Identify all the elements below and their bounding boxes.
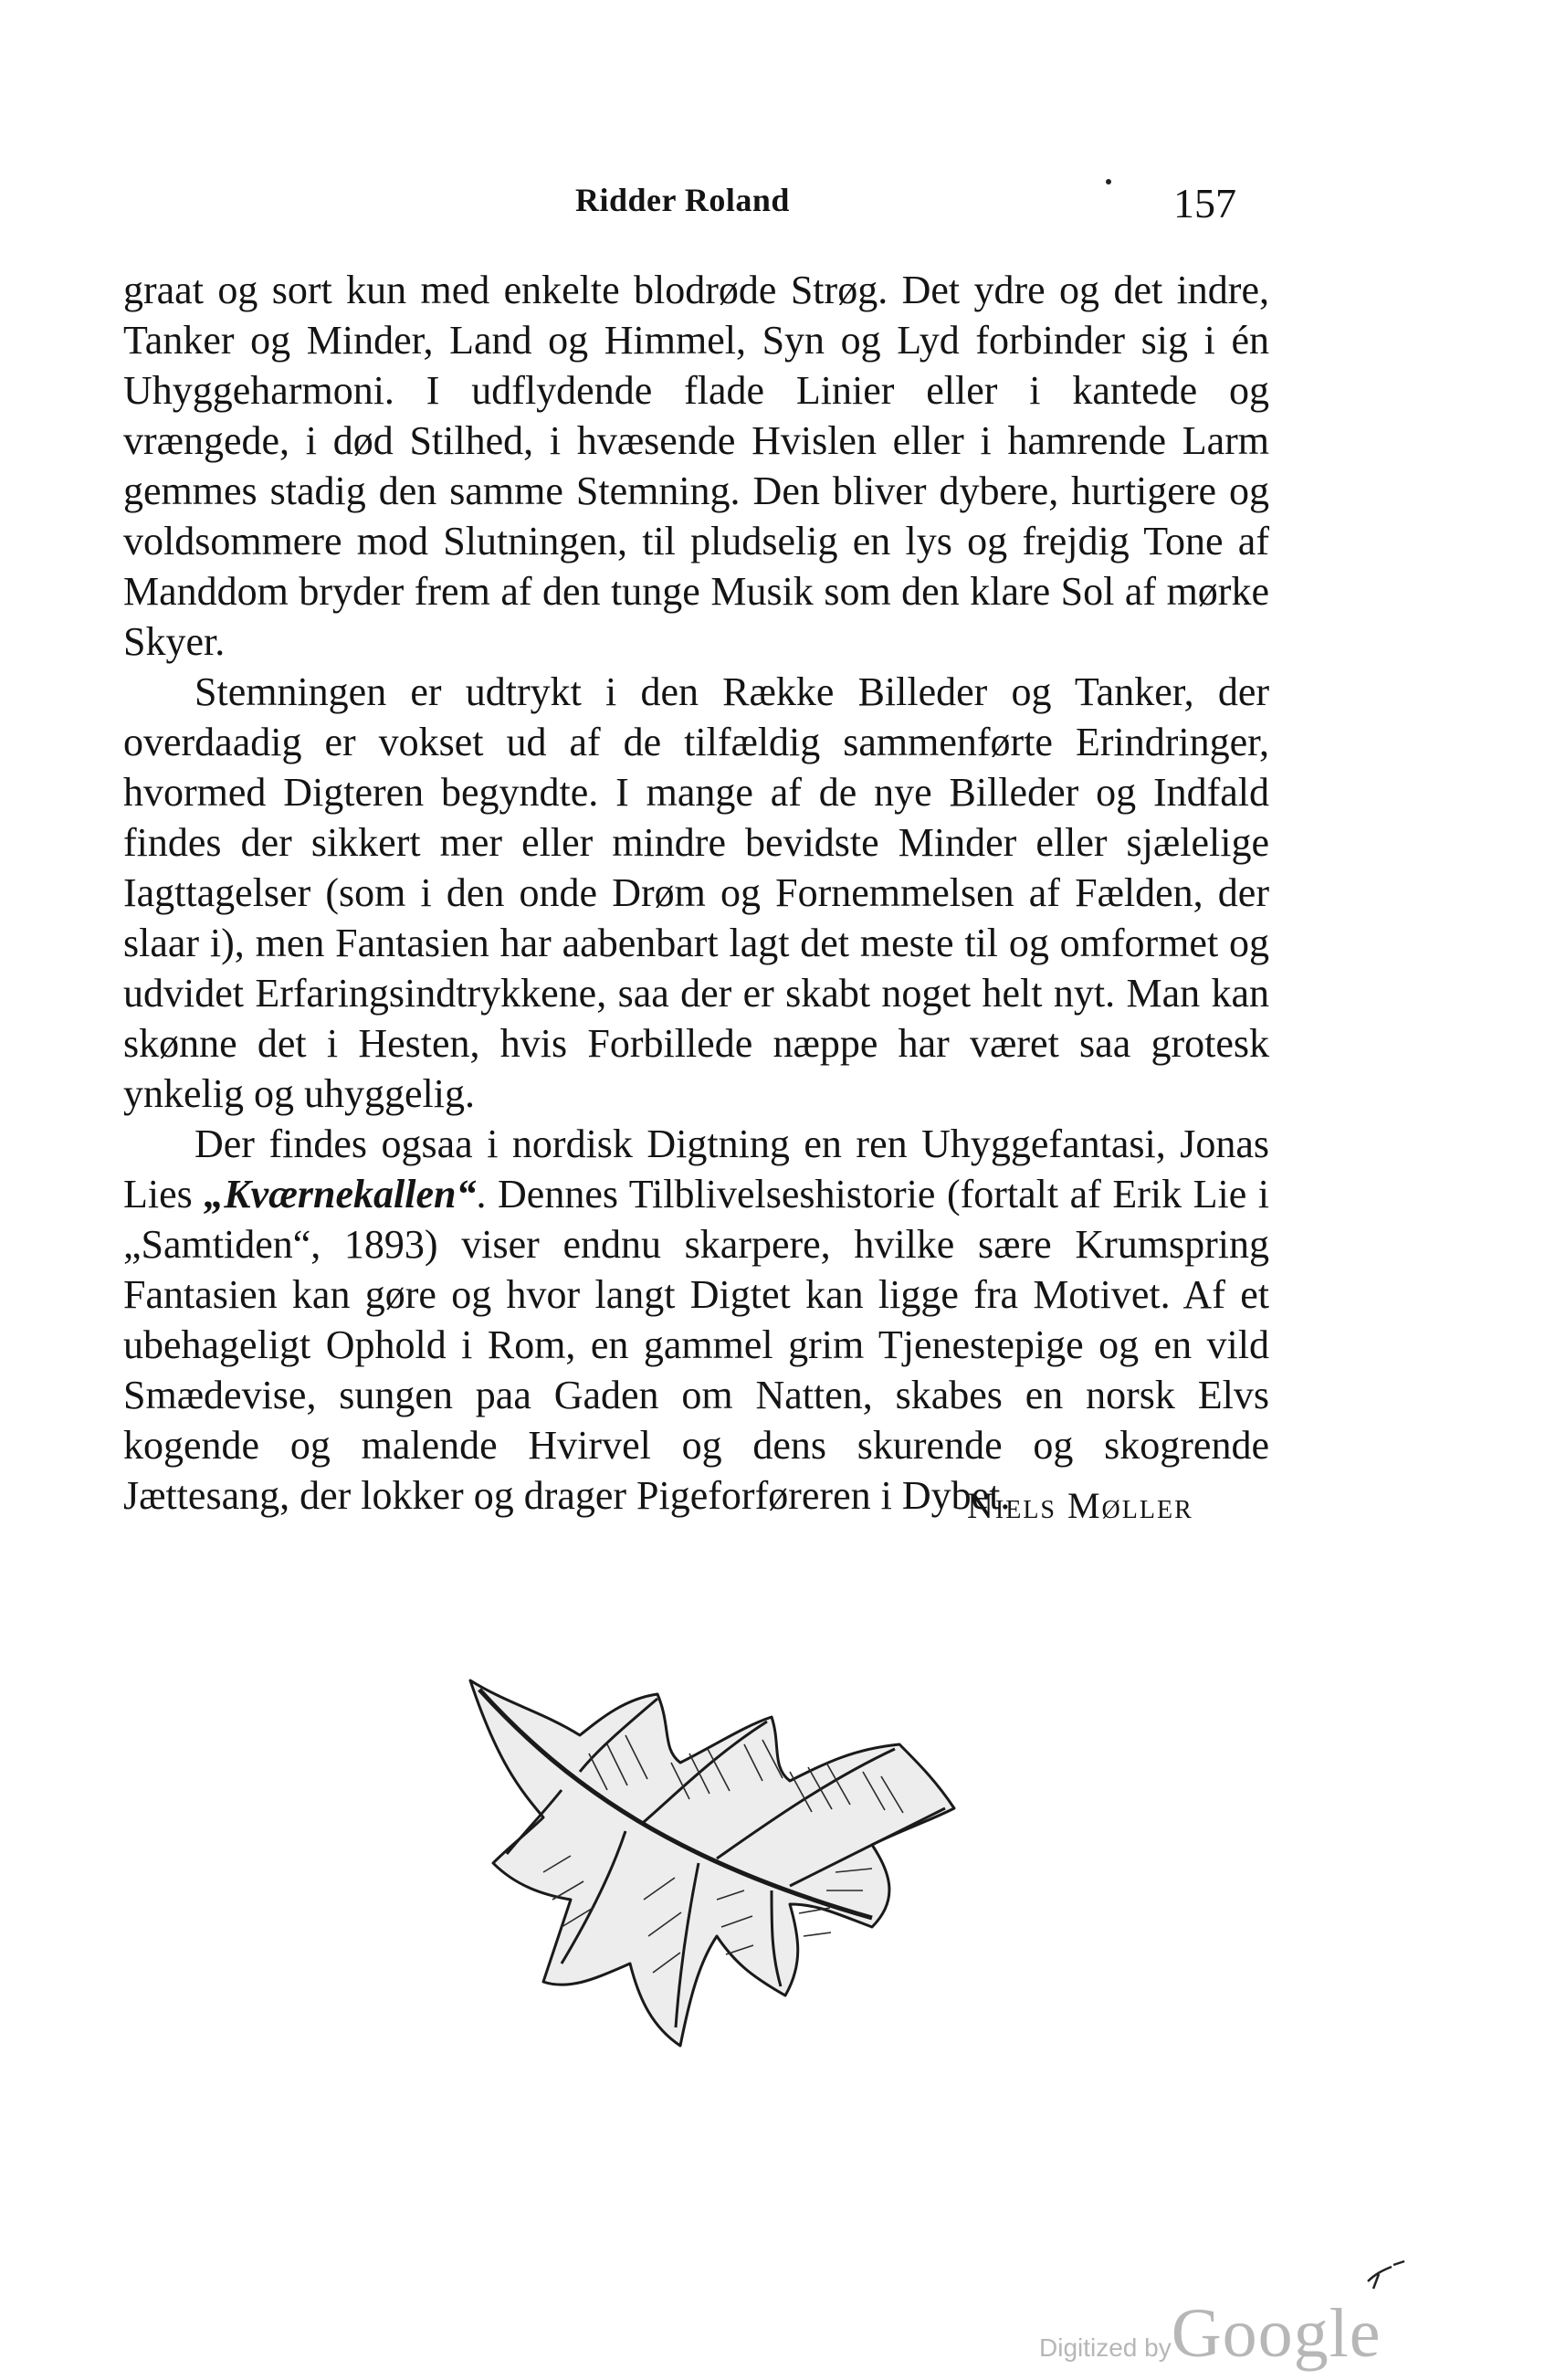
author-signature: Niels Møller: [967, 1485, 1193, 1526]
google-wordmark: Google: [1171, 2295, 1382, 2372]
paragraph-3-text-before: Der findes ogsaa i nordisk Digtning en ren Uhyggefantasi, Jonas Lies: [123, 1122, 1269, 1216]
paragraph-1-text: graat og sort kun med enkelte blodrøde Strøg. Det ydre og det indre, Tanker og Minder, Land og Himmel, Syn og Lyd forbinder sig i én Uhyggeharmoni. I udflydende flade Linier eller i kantede og vrængede, i død Stilhed, i hvæsende Hvislen eller i hamrende Larm gemmes stadig den samme Stemning. Den bliver dybere, hurtigere og voldsommere mod Slutningen, til pludselig en lys og frejdig Tone af Manddom bryder frem af den tunge Musik som den klare Sol af mørke Skyer.: [123, 268, 1269, 664]
page-number: 157: [1173, 180, 1236, 226]
work-title-kvaernekallen: „Kværnekallen“: [204, 1172, 477, 1216]
paragraph-1: [123, 265, 1269, 667]
digitized-by-google-watermark: [1039, 2294, 1381, 2374]
paragraph-3-text-after: . Dennes Tilblivelseshistorie (fortalt af Erik Lie i „Samtiden“, 1893) viser endnu skarpere, hvilke sære Krumspring Fantasien kan gøre og hvor langt Digtet kan ligge fra Motivet. Af et ubehageligt Ophold i Rom, en gammel grim Tjenestepige og en vild Smædevise, sungen paa Gaden om Natten, skabes en norsk Elvs kogende og malende Hvirvel og dens skurende og skogrende Jættesang, der lokker og drager Pigeforføreren i Dybet.: [123, 1172, 1269, 1518]
paragraph-2-text: Stemningen er udtrykt i den Række Billeder og Tanker, der overdaadig er vokset ud af de tilfældig sammenførte Erindringer, hvormed Digteren begyndte. I mange af de nye Billeder og Indfald findes der sikkert mer eller mindre bevidste Minder eller sjælelige Iagttagelser (som i den onde Drøm og Fornemmelsen af Fælden, der slaar i), men Fantasien har aabenbart lagt det meste til og omformet og udvidet Erfaringsindtrykkene, saa der er skabt noget helt nyt. Man kan skønne det i Hesten, hvis Forbillede næppe har været saa grotesk ynkelig og uhyggelig.: [123, 669, 1269, 1116]
paragraph-3: [123, 1119, 1269, 1521]
body-text: [123, 265, 1269, 1521]
header-dot: [1106, 179, 1111, 184]
digitized-by-label: Digitized by: [1039, 2333, 1172, 2362]
running-header: Ridder Roland: [575, 182, 790, 218]
oak-leaf-engraving-icon: [443, 1662, 991, 2101]
scan-mark: [1361, 2256, 1415, 2292]
paragraph-2: [123, 667, 1269, 1119]
